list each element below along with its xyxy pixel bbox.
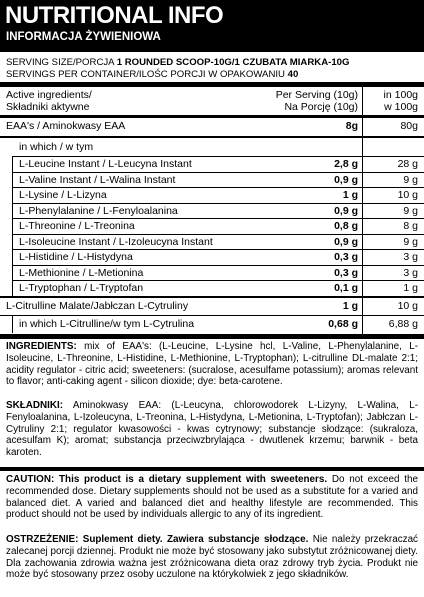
caution-body: Do not exceed the recommended dose. Dietary supplements should not be used as a substitute for a varied and balanced diet. A varied and balanced diet and healthy lifestyle are recommended. This product should not be used by individuals allergic to any of its ingredient. — [6, 474, 418, 521]
table-row — [0, 282, 424, 296]
row-serving: 0,3 g — [334, 266, 358, 279]
ingredients-body: mix of EAA's: (L-Leucine, L-Lysine hcl, L-Valine, L-Phenylalanine, L-Isoleucine, L-Threonine, L-Histidine, L-Methionine, L-Tryptophan); L-citrulline DL-malate 2:1; acidity regulator - citric acid; sweeteners: (sucralose, acesulfame potassium); aromas relevant to flavor; anti-caking agent - silicon dioxide; dye: beta-carotene. — [6, 341, 418, 388]
row-name: L-Valine Instant / L-Walina Instant — [19, 173, 176, 186]
col-header-serving-en: Per Serving (10g) — [275, 89, 358, 101]
row-name: in which L-Citrulline/w tym L-Cytrulina — [19, 318, 195, 330]
row-per100: 9 g — [403, 204, 418, 217]
divider-thick — [0, 334, 424, 339]
row-serving: 0,9 g — [334, 204, 358, 217]
serving-size-label: SERVING SIZE/PORCJA — [6, 57, 117, 68]
table-row — [0, 158, 424, 172]
table-row-eaa — [0, 120, 424, 134]
servings-per-container — [6, 69, 298, 81]
ostrzezenie-body: Nie należy przekraczać zalecanej porcji dziennej. Produkt nie może być stosowany jako substytut zróżnicowanej diety. Dla zachowania zdrowia ważna jest zróżnicowana dieta oraz zdrowy tryb życia. Produkt nie może być stosowany przez osoby uczulone na którykolwiek z jego składników. — [6, 534, 418, 581]
row-per100: 3 g — [403, 251, 418, 263]
row-name: L-Histidine / L-Histydyna — [19, 251, 133, 263]
row-serving: 8g — [345, 120, 358, 132]
label-title: NUTRITIONAL INFO — [5, 2, 224, 29]
table-row-citrulline — [0, 300, 424, 314]
table-row — [0, 251, 424, 265]
label-header — [0, 0, 424, 52]
row-name: L-Phenylalanine / L-Fenyloalanina — [19, 204, 178, 217]
row-serving: 1 g — [342, 189, 358, 201]
table-row — [0, 220, 424, 234]
row-serving: 0,68 g — [328, 318, 358, 330]
table-row — [0, 236, 424, 250]
row-per100: 9 g — [403, 235, 418, 248]
row-per100: 3 g — [403, 266, 418, 279]
caution-label: CAUTION: This product is a dietary supplement with sweeteners. — [6, 474, 328, 485]
divider — [0, 136, 424, 138]
serving-size-value: 1 ROUNDED SCOOP-10G/1 CZUBATA MIARKA-10G — [116, 57, 350, 68]
table-row — [0, 267, 424, 281]
servings-per-container-label: SERVINGS PER CONTAINER/ILOŚC PORCJI W OPAKOWANIU — [6, 69, 288, 80]
divider-thick — [0, 467, 424, 471]
row-serving: 1 g — [342, 300, 358, 312]
skladniki-text — [6, 400, 418, 459]
caution-text — [6, 474, 418, 521]
ostrzezenie-label: OSTRZEŻENIE: Suplement diety. Zawiera substancje słodzące. — [6, 534, 309, 545]
row-name: L-Isoleucine Instant / L-Izoleucyna Instant — [19, 235, 213, 248]
label-subtitle: INFORMACJA ŻYWIENIOWA — [6, 31, 161, 43]
table-row-which — [0, 141, 424, 155]
row-per100: 1 g — [403, 282, 418, 294]
row-name: L-Methionine / L-Metionina — [19, 266, 144, 279]
row-per100: 10 g — [397, 300, 418, 312]
table-row — [0, 205, 424, 219]
col-header-active-pl: Składniki aktywne — [6, 101, 90, 113]
divider-thick — [0, 82, 424, 87]
divider — [0, 315, 424, 316]
row-per100: 10 g — [397, 189, 418, 201]
table-row-citrulline-sub — [0, 318, 424, 332]
row-name: L-Lysine / L-Lizyna — [19, 189, 107, 201]
divider-header — [0, 115, 424, 118]
group-bracket — [12, 316, 13, 333]
group-bracket — [12, 157, 13, 297]
ingredients-label: INGREDIENTS: — [6, 341, 77, 352]
row-name: EAA's / Aminokwasy EAA — [6, 120, 126, 132]
row-serving: 0,9 g — [334, 173, 358, 186]
row-serving: 0,8 g — [334, 220, 358, 232]
row-per100: 6,88 g — [388, 318, 418, 330]
col-header-active-en: Active ingredients/ — [6, 89, 92, 101]
col-header-serving-pl: Na Porcję (10g) — [284, 101, 358, 113]
row-name: L-Tryptophan / L-Tryptofan — [19, 282, 144, 294]
ostrzezenie-text — [6, 534, 418, 581]
row-per100: 8 g — [403, 220, 418, 232]
col-header-100g-pl: w 100g — [384, 101, 418, 113]
row-name: in which / w tym — [19, 141, 94, 153]
row-serving: 0,1 g — [334, 282, 358, 294]
row-per100: 28 g — [397, 158, 418, 170]
row-name: L-Leucine Instant / L-Leucyna Instant — [19, 158, 192, 170]
col-header-100g-en: in 100g — [383, 89, 418, 101]
skladniki-label: SKŁADNIKI: — [6, 400, 64, 411]
row-per100: 80g — [400, 120, 418, 132]
row-serving: 0,3 g — [334, 251, 358, 263]
table-row — [0, 189, 424, 203]
table-row — [0, 174, 424, 188]
ingredients-text — [6, 341, 418, 388]
servings-per-container-value: 40 — [287, 69, 299, 80]
divider — [0, 296, 424, 298]
row-name: L-Citrulline Malate/Jabłczan L-Cytruliny — [6, 300, 189, 312]
row-serving: 0,9 g — [334, 235, 358, 248]
column-divider — [362, 87, 363, 334]
skladniki-body: Aminokwasy EAA: (L-Leucyna, chlorowodorek L-Lizyny, L-Walina, L-Fenyloalanina, L-Izoleucyna, L-Treonina, L-Histydyna, L-Metionina, L-Tryptofan); Jabłczan L-Cytruliny 2:1; regulator kwasowości - kwas cytrynowy; substancje słodzące: (sukraloza, acesulfam K); aromat; substancja przeciwzbrylająca - dwutlenek krzemu; barwnik - beta karoten. — [6, 400, 418, 459]
serving-size — [6, 57, 349, 69]
row-name: L-Threonine / L-Treonina — [19, 220, 135, 232]
row-serving: 2,8 g — [334, 158, 358, 170]
row-per100: 9 g — [403, 173, 418, 186]
